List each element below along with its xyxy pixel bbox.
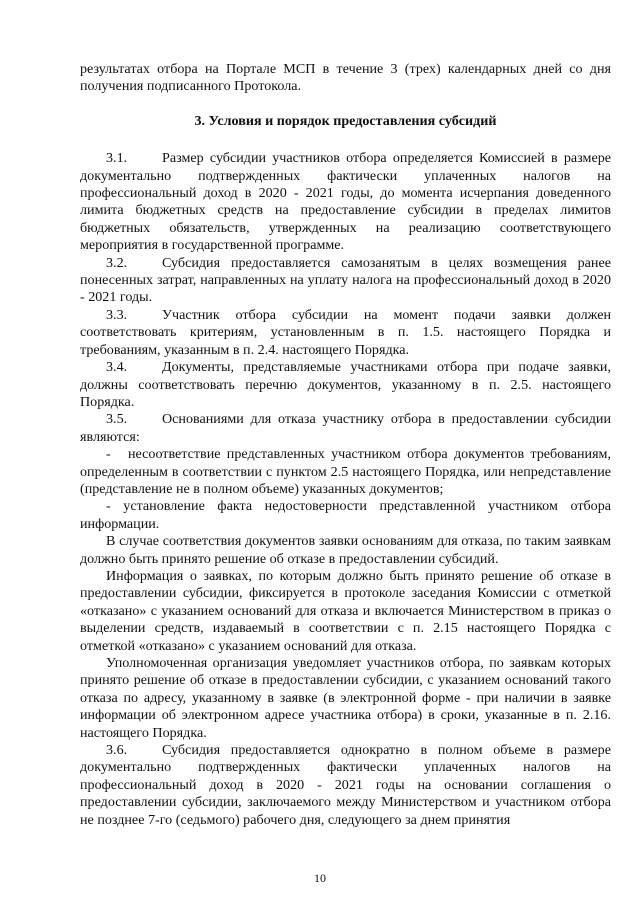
paragraph-text: Размер субсидии участников отбора определяется Комиссией в размере документально подтвержденных фактически уплаченных налогов на профессиональный доход в 2020 - 2021 годы, до момента исчерпания доведенного лимита бюджетных средств на предоставление субсидии в пределах лимитов бюджетных обязательств, утвержденных на реализацию соответствующего мероприятия в государственной программе. [80, 150, 611, 254]
paragraph-3-5 [80, 411, 611, 446]
paragraph-text: Основаниями для отказа участнику отбора в предоставлении субсидии являются: [80, 411, 611, 445]
paragraph-text: Документы, представляемые участниками отбора при подаче заявки, должны соответствовать перечню документов, указанному в п. 2.5. настоящего Порядка. [80, 359, 611, 410]
paragraph-number: 3.3. [106, 306, 128, 323]
notification-paragraph: Уполномоченная организация уведомляет участников отбора, по заявкам которых принято решение об отказе в предоставлении субсидии, с указанием оснований такого отказа по адресу, указанному в заявке (в электронной форме - при наличии в заявке информации об электронном адресе участника отбора) в сроки, указанные в п. 2.16. настоящего Порядка. [80, 655, 611, 741]
paragraph-number: 3.1. [106, 150, 128, 167]
refusal-decision-paragraph: В случае соответствия документов заявки основаниям для отказа, по таким заявкам должно быть принято решение об отказе в предоставлении субсидий. [80, 533, 611, 567]
list-item-2: - установление факта недостоверности представленной участником отбора информации. [80, 498, 611, 532]
paragraph-number: 3.2. [106, 254, 128, 271]
paragraph-3-6 [80, 742, 611, 829]
list-dash: - [106, 446, 111, 463]
list-item-text: несоответствие представленных участником отбора документов требованиям, определенным в соответствии с пунктом 2.5 настоящего Порядка, или непредставление (представление не в полном объеме) указанных документов; [80, 446, 611, 497]
paragraph-3-2 [80, 255, 611, 307]
refusal-info-paragraph: Информация о заявках, по которым должно быть принято решение об отказе в предоставлении субсидии, фиксируется в протоколе заседания Комиссии с отметкой «отказано» с указанием оснований для отказа и включается Министерством в приказ о выделении средств, издаваемый в соответствии с п. 2.15 настоящего Порядка с отметкой «отказано» с указанием оснований для отказа. [80, 567, 611, 654]
paragraph-number: 3.5. [106, 411, 128, 428]
page-content [80, 61, 611, 829]
paragraph-text: Субсидия предоставляется самозанятым в целях возмещения ранее понесенных затрат, направленных на уплату налога на профессиональный доход в 2020 - 2021 годы. [80, 254, 611, 306]
paragraph-3-3 [80, 307, 611, 359]
intro-paragraph: результатах отбора на Портале МСП в течение 3 (трех) календарных дней со дня получения подписанного Протокола. [80, 61, 611, 95]
paragraph-3-4 [80, 359, 611, 411]
paragraph-3-1 [80, 150, 611, 254]
paragraph-text: Участник отбора субсидии на момент подачи заявки должен соответствовать критериям, установленным в п. 1.5. настоящего Порядка и требованиям, указанным в п. 2.4. настоящего Порядка. [80, 306, 611, 358]
section-heading: 3. Условия и порядок предоставления субсидий [194, 112, 497, 129]
list-item-1 [80, 446, 611, 498]
paragraph-text: Субсидия предоставляется однократно в полном объеме в размере документально подтвержденных фактически уплаченных налогов на профессиональный доход в 2020 - 2021 годы на основании соглашения о предоставлении субсидии, заключаемого между Министерством и участником отбора не позднее 7-го (седьмого) рабочего дня, следующего за днем принятия [80, 742, 611, 828]
paragraph-number: 3.6. [106, 742, 128, 759]
page-number: 10 [314, 871, 326, 885]
paragraph-number: 3.4. [106, 359, 128, 376]
